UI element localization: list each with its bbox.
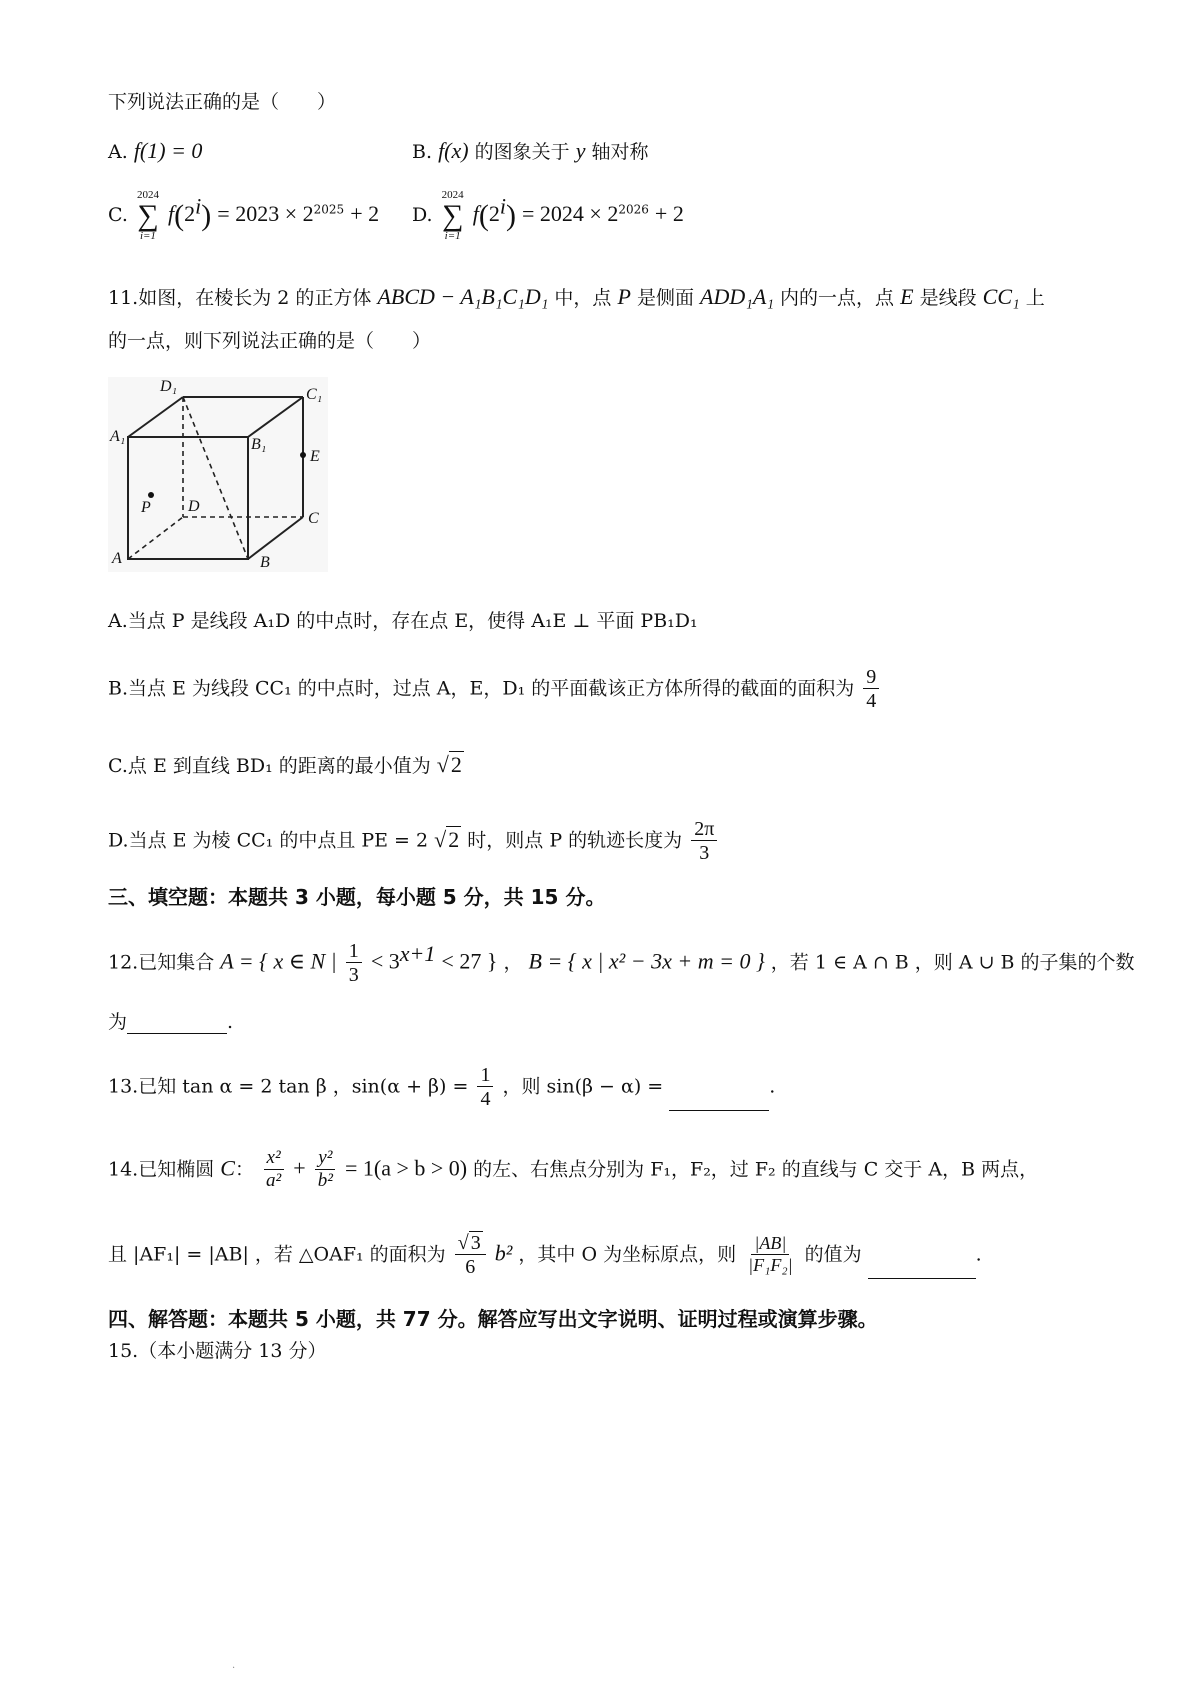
q11-stem-line1: 11.如图，在棱长为 2 的正方体 ABCD − A₁B₁C₁D₁ 中，点 P 是侧面 ADD₁A₁ 内的一点，点 E 是线段 CC₁ 上: [108, 284, 1045, 309]
q11-option-c: C.点 E 到直线 BD₁ 的距离的最小值为 √2: [108, 752, 462, 777]
sqrt-expr: √2: [434, 826, 460, 852]
label-c: C: [308, 510, 319, 527]
fraction: $\frac{2\pi}{3}$: [691, 818, 717, 865]
point-p: [148, 492, 154, 498]
footer-mark: .: [232, 1660, 236, 1671]
q10-option-d: D. 2024 ∑ i=1 $f(2^i) = 2024 \times 2^{2026} + 2$: [412, 189, 684, 242]
q12-line1: 12.已知集合 A = { x ∈ N | $\frac{1}{3}$ < $3^{x+1} < 27$ } ， B = { x | x² − 3x + m = 0 } ，若 1 ∈ A ∩ B ，则 A ∪ B 的子集的个数: [108, 940, 1135, 986]
q15-title: 15.（本小题满分 13 分）: [108, 1340, 327, 1362]
fraction: $\frac{√ 3}{6}$: [455, 1232, 486, 1279]
q11-option-d: D.当点 E 为棱 CC₁ 的中点且 PE = 2 √2 时，则点 P 的轨迹长度为 $\frac{2\pi}{3}$: [108, 818, 720, 865]
q11-option-a: A.当点 P 是线段 A₁D 的中点时，存在点 E，使得 A₁E ⊥ 平面 PB₁D₁: [108, 610, 698, 632]
answer-blank[interactable]: [127, 1010, 227, 1034]
point-e: [300, 452, 306, 458]
q12-line2: 为 .: [108, 1011, 234, 1033]
cube-figure: [108, 377, 328, 572]
q11-option-b: B.当点 E 为线段 CC₁ 的中点时，过点 A，E，D₁ 的平面截该正方体所得的截面的面积为 $\frac{9}{4}$: [108, 666, 882, 713]
label-a1: A₁: [110, 428, 126, 445]
label-b1: B₁: [251, 436, 267, 453]
label-d: D: [188, 498, 200, 515]
fraction: $\frac{\text{y²}}{\text{b²}}$: [315, 1148, 336, 1193]
answer-blank[interactable]: [868, 1255, 976, 1279]
q13-line: 13.已知 tan α = 2 tan β ，sin(α + β) = $\frac{1}{4}$ ，则 sin(β − α) = .: [108, 1064, 776, 1110]
q11-stem-line2: 的一点，则下列说法正确的是（ ）: [108, 330, 432, 352]
section-4-title: 四、解答题：本题共 5 小题，共 77 分。解答应写出文字说明、证明过程或演算步骤。: [108, 1307, 878, 1331]
fraction: $\frac{\text{x²}}{\text{a²}}$: [263, 1148, 284, 1193]
fraction: $\frac{1}{4}$: [477, 1064, 493, 1111]
q14-line1: 14.已知椭圆 C： $\frac{\text{x²}}{\text{a²}}$ + $\frac{\text{y²}}{\text{b²}}$ = 1(a > b > 0) 的左、右焦点分别为 F₁，F₂，过 F₂ 的直线与 C 交于 A，B 两点，: [108, 1147, 1039, 1191]
sum-symbol: 2024 ∑ i=1: [136, 189, 159, 242]
label-d1: D₁: [160, 378, 178, 395]
fraction: $\frac{9}{4}$: [863, 666, 879, 713]
q14-line2: 且 |AF₁| = |AB| ，若 △OAF₁ 的面积为 $\frac{√ 3}{6}$ b² ，其中 O 为坐标原点，则 $\frac{|AB|}{\text{|F₁F₂|}}$ 的值为 .: [108, 1232, 982, 1278]
label-c1: C₁: [306, 386, 323, 403]
sum-symbol: 2024 ∑ i=1: [441, 189, 464, 242]
section-3-title: 三、填空题：本题共 3 小题，每小题 5 分，共 15 分。: [108, 885, 606, 909]
q10-option-a: A. f(1) = 0: [108, 138, 203, 163]
label-a: A: [112, 550, 122, 567]
fraction: $\frac{|AB|}{\text{|F₁F₂|}}$: [748, 1233, 793, 1276]
fraction: $\frac{1}{3}$: [346, 940, 362, 987]
label-b: B: [260, 554, 270, 571]
sqrt-expr: √2: [436, 752, 462, 777]
q10-option-b: B. f(x) 的图象关于 y 轴对称: [412, 138, 649, 163]
label-p: P: [141, 499, 151, 516]
answer-blank[interactable]: [669, 1087, 769, 1111]
q10-intro: 下列说法正确的是（ ）: [108, 91, 337, 113]
q10-option-c: C. 2024 ∑ i=1 $f(2^i) = 2023 \times 2^{2025} + 2$: [108, 189, 380, 242]
figure-background: [108, 377, 328, 572]
label-e: E: [310, 448, 320, 465]
